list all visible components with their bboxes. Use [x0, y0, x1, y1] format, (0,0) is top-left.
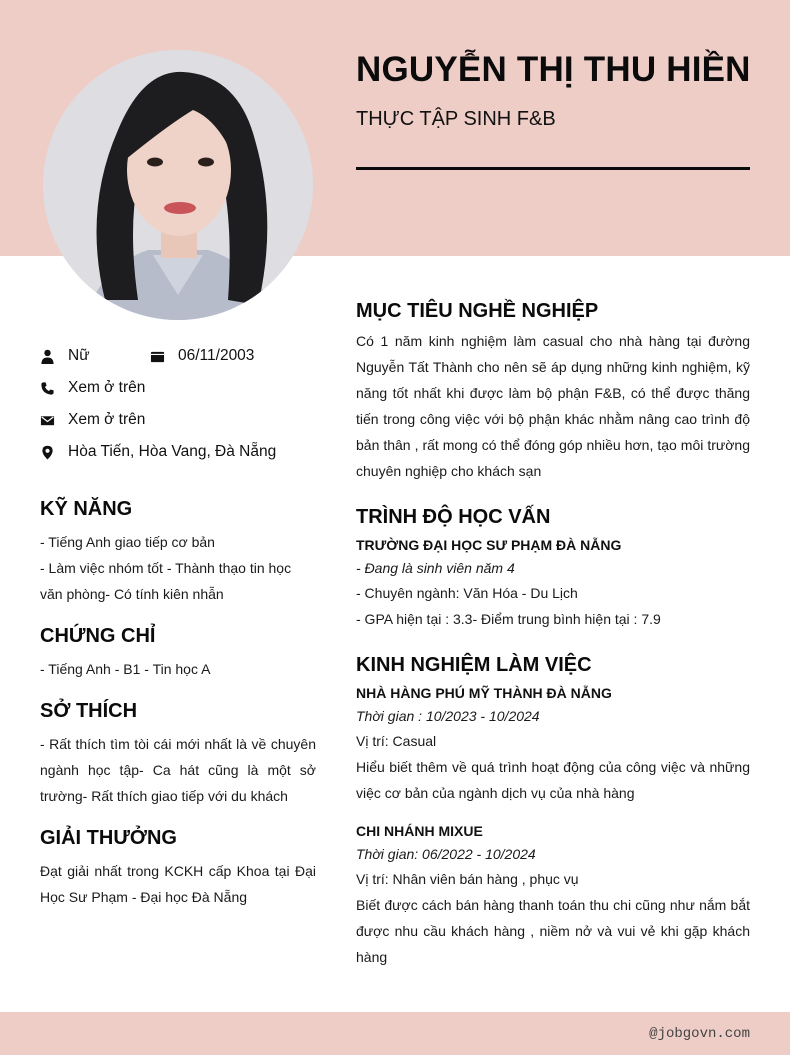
certificates-text: - Tiếng Anh - B1 - Tin học A — [40, 661, 211, 677]
skills-line-2: - Làm việc nhóm tốt - Thành thạo tin học văn phòng- Có tính kiên nhẫn — [40, 560, 292, 602]
job-entry — [356, 820, 750, 970]
candidate-name: NGUYỄN THỊ THU HIỀN — [356, 50, 751, 89]
job-company: CHI NHÁNH MIXUE — [356, 823, 483, 839]
certificates-title: CHỨNG CHỈ — [40, 625, 156, 647]
email-icon — [40, 412, 55, 428]
contact-address — [40, 436, 316, 468]
profile-photo — [43, 50, 313, 320]
left-column — [40, 340, 316, 910]
education-gpa: - GPA hiện tại : 3.3- Điểm trung bình hiện tại : 7.9 — [356, 611, 661, 627]
contact-gender-birthday — [40, 340, 316, 372]
school-name: TRƯỜNG ĐẠI HỌC SƯ PHẠM ĐÀ NẴNG — [356, 537, 622, 553]
experience-section — [356, 654, 750, 970]
certificates-section — [40, 625, 316, 682]
phone-icon — [40, 380, 55, 396]
awards-title: GIẢI THƯỞNG — [40, 827, 177, 849]
job-period: Thời gian: 06/2022 - 10/2024 — [356, 846, 536, 862]
job-position: Vị trí: Nhân viên bán hàng , phục vụ — [356, 871, 579, 887]
birthday-item — [150, 347, 254, 365]
job-company: NHÀ HÀNG PHÚ MỸ THÀNH ĐÀ NẴNG — [356, 685, 612, 701]
footer-watermark: @jobgovn.com — [649, 1026, 750, 1042]
job-position: Vị trí: Casual — [356, 733, 437, 749]
education-status: - Đang là sinh viên năm 4 — [356, 560, 515, 576]
birthday-value: 06/11/2003 — [178, 347, 255, 364]
awards-text: Đạt giải nhất trong KCKH cấp Khoa tại Đại Học Sư Phạm - Đại học Đà Nẵng — [40, 863, 316, 905]
education-section — [356, 506, 750, 632]
skills-section — [40, 498, 316, 607]
contact-email — [40, 404, 316, 436]
education-title: TRÌNH ĐỘ HỌC VẤN — [356, 506, 551, 528]
job-entry — [356, 682, 750, 806]
contact-phone — [40, 372, 316, 404]
email-value: Xem ở trên — [68, 411, 146, 428]
job-description: Hiểu biết thêm về quá trình hoạt động của công việc và những việc cơ bản của ngành dịch vụ của nhà hàng — [356, 759, 750, 801]
gender-item — [40, 347, 90, 365]
job-description: Biết được cách bán hàng thanh toán thu chi cũng như nắm bắt được nhu cầu khách hàng , niềm nở và vui vẻ khi gặp khách hàng — [356, 897, 750, 965]
gender-value: Nữ — [68, 347, 90, 364]
hobbies-title: SỞ THÍCH — [40, 700, 138, 722]
address-value: Hòa Tiến, Hòa Vang, Đà Nẵng — [68, 443, 277, 460]
phone-value: Xem ở trên — [68, 379, 146, 396]
job-period: Thời gian : 10/2023 - 10/2024 — [356, 708, 540, 724]
header-divider — [356, 167, 750, 170]
skills-line-1: - Tiếng Anh giao tiếp cơ bản — [40, 534, 215, 550]
calendar-icon — [150, 348, 165, 364]
awards-section — [40, 827, 316, 910]
skills-title: KỸ NĂNG — [40, 498, 133, 520]
experience-title: KINH NGHIỆM LÀM VIỆC — [356, 654, 592, 676]
location-pin-icon — [40, 444, 55, 460]
objective-text: Có 1 năm kinh nghiệm làm casual cho nhà hàng tại đường Nguyễn Tất Thành cho nên sẽ áp dụng những kinh nghiệm, kỹ năng tốt nhất khi được làm bộ phận F&B, có thể được thăng tiến trong công việc với bộ phận khác nhằm nâng cao trình độ bản thân , rất mong có thể đóng góp nhiều hơn, tạo môi trường chuyên nghiệp cho khách sạn — [356, 333, 750, 479]
hobbies-text: - Rất thích tìm tòi cái mới nhất là về chuyên ngành học tập- Ca hát cũng là một sở trường- Rất thích giao tiếp với du khách — [40, 736, 316, 804]
education-major: - Chuyên ngành: Văn Hóa - Du Lịch — [356, 585, 578, 601]
job-title: THỰC TẬP SINH F&B — [356, 108, 556, 130]
objective-section — [356, 300, 750, 484]
objective-title: MỤC TIÊU NGHỀ NGHIỆP — [356, 300, 599, 322]
person-icon — [40, 348, 55, 364]
right-column — [356, 300, 750, 992]
hobbies-section — [40, 700, 316, 809]
